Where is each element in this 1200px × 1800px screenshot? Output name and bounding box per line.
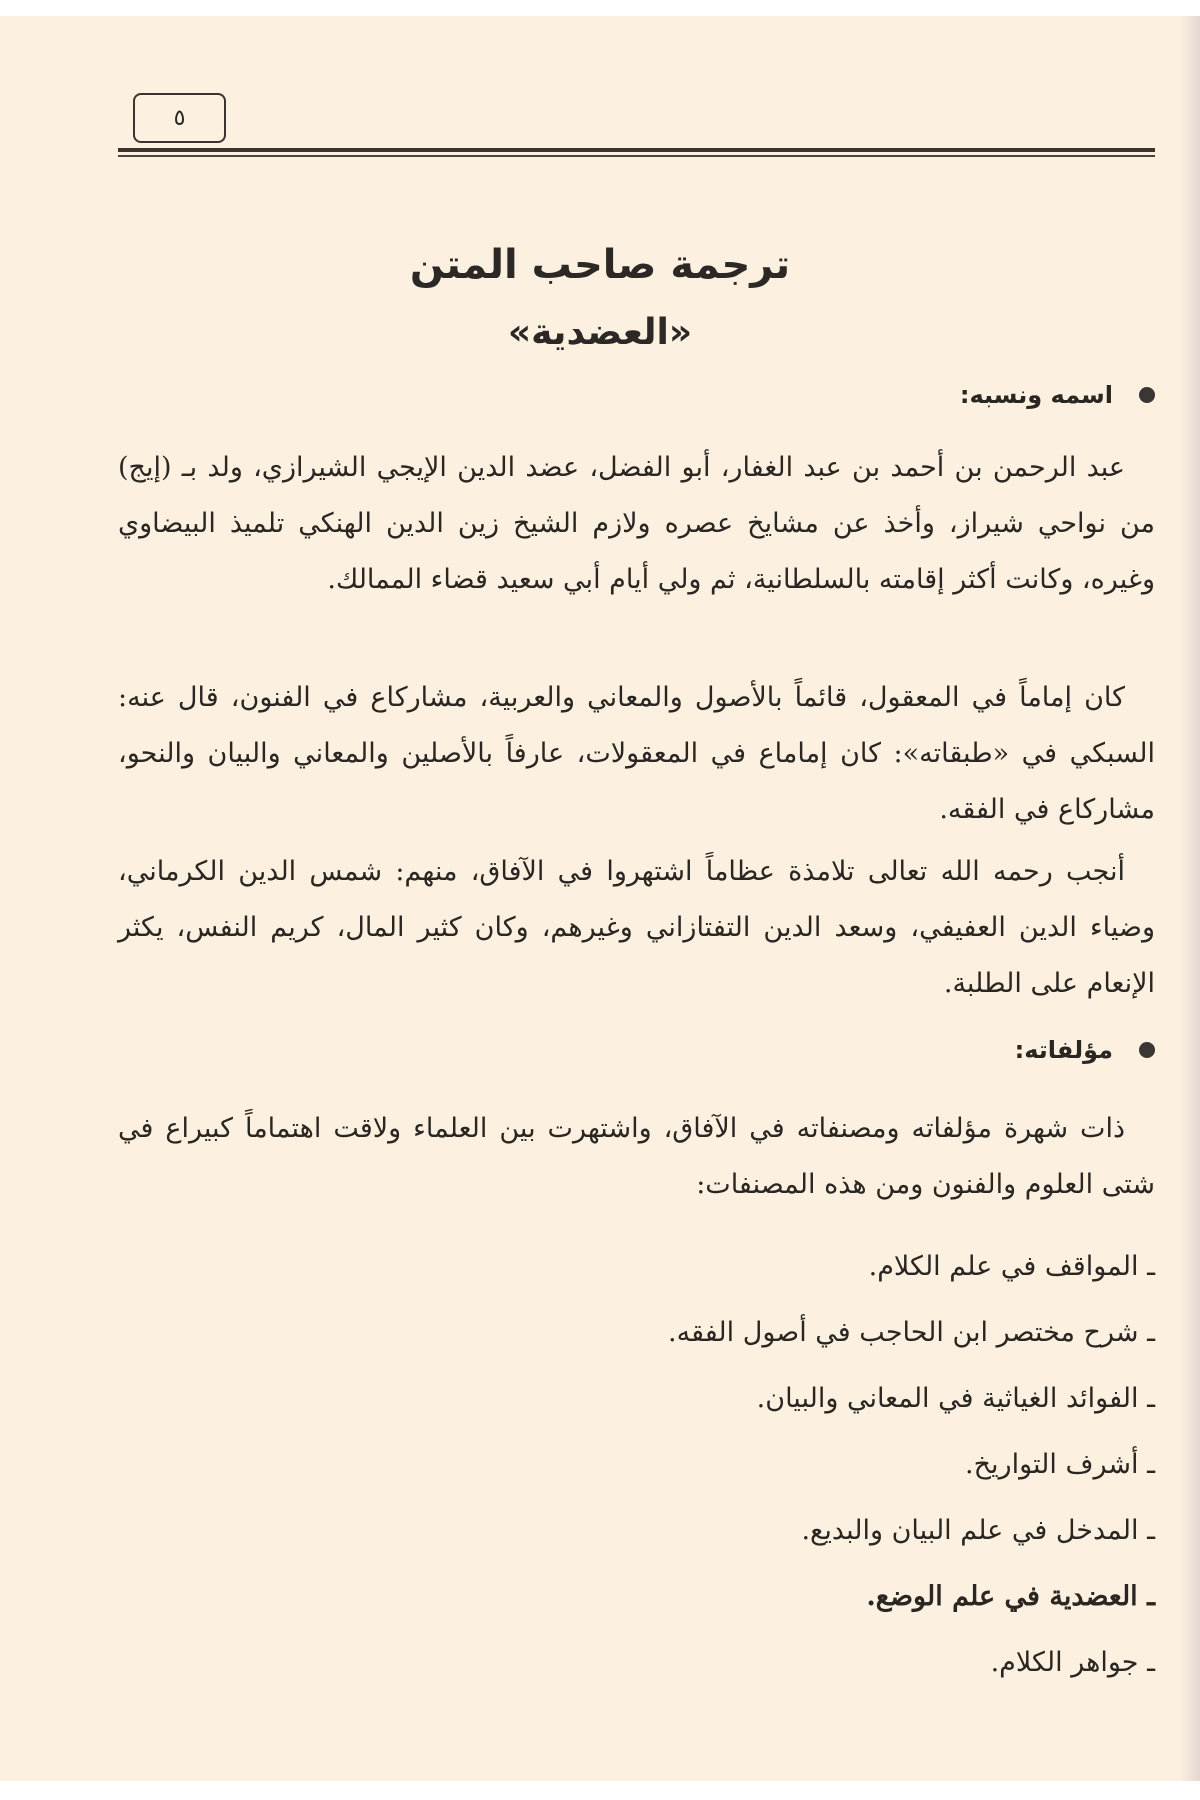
section-heading-text: مؤلفاته: xyxy=(1014,1036,1113,1064)
work-item: ـ المواقف في علم الكلام. xyxy=(868,1251,1155,1282)
work-item-highlighted: ـ العضدية في علم الوضع. xyxy=(866,1581,1155,1612)
page-subtitle: «العضدية» xyxy=(507,312,693,353)
works-list xyxy=(668,1234,1155,1696)
header-rule-thin xyxy=(118,155,1155,157)
page-number-box xyxy=(133,93,226,143)
book-page xyxy=(0,16,1200,1781)
header-rule-thick xyxy=(118,148,1155,152)
work-item: ـ المدخل في علم البيان والبديع. xyxy=(801,1515,1155,1546)
work-item: ـ الفوائد الغياثية في المعاني والبيان. xyxy=(756,1383,1155,1414)
section-heading-text: اسمه ونسبه: xyxy=(959,381,1113,409)
paragraph: كان إماماً في المعقول، قائماً بالأصول والمعاني والعربية، مشاركاع في الفنون، قال عنه: السبكي في «طبقاته»: كان إماماع في المعقولات، عارفاً بالأصلين والمعاني والبيان والنحو، مشاركاع في الفقه. xyxy=(118,682,1155,825)
section-body-works-intro xyxy=(118,1101,1155,1213)
page-number: ٥ xyxy=(173,105,186,131)
bullet-icon xyxy=(1139,387,1155,403)
section-body-name-lineage xyxy=(118,440,1155,608)
page-title: ترجمة صاحب المتن xyxy=(409,242,791,288)
work-item: ـ أشرف التواريخ. xyxy=(965,1449,1155,1480)
bullet-icon xyxy=(1139,1042,1155,1058)
paragraph: أنجب رحمه الله تعالى تلامذة عظاماً اشتهروا في الآفاق، منهم: شمس الدين الكرماني، وضياء الدين العفيفي، وسعد الدين التفتازاني وغيرهم، وكان كثير المال، كريم النفس، يكثر الإنعام على الطلبة. xyxy=(118,856,1155,999)
section-body-scholarship xyxy=(118,670,1155,838)
section-heading-name-lineage xyxy=(960,381,1155,409)
section-heading-works xyxy=(1015,1036,1155,1064)
section-body-students xyxy=(118,844,1155,1012)
paragraph: عبد الرحمن بن أحمد بن عبد الغفار، أبو الفضل، عضد الدين الإيجي الشيرازي، ولد بـ (إيج) من نواحي شيراز، وأخذ عن مشايخ عصره ولازم الشيخ زين الدين الهنكي تلميذ البيضاوي وغيره، وكانت أكثر إقامته بالسلطانية، ثم ولي أيام أبي سعيد قضاء الممالك. xyxy=(118,452,1155,595)
work-item: ـ شرح مختصر ابن الحاجب في أصول الفقه. xyxy=(668,1317,1155,1348)
work-item: ـ جواهر الكلام. xyxy=(990,1647,1155,1678)
paragraph: ذات شهرة مؤلفاته ومصنفاته في الآفاق، واشتهرت بين العلماء ولاقت اهتماماً كبيراع في شتى العلوم والفنون ومن هذه المصنفات: xyxy=(118,1113,1155,1200)
